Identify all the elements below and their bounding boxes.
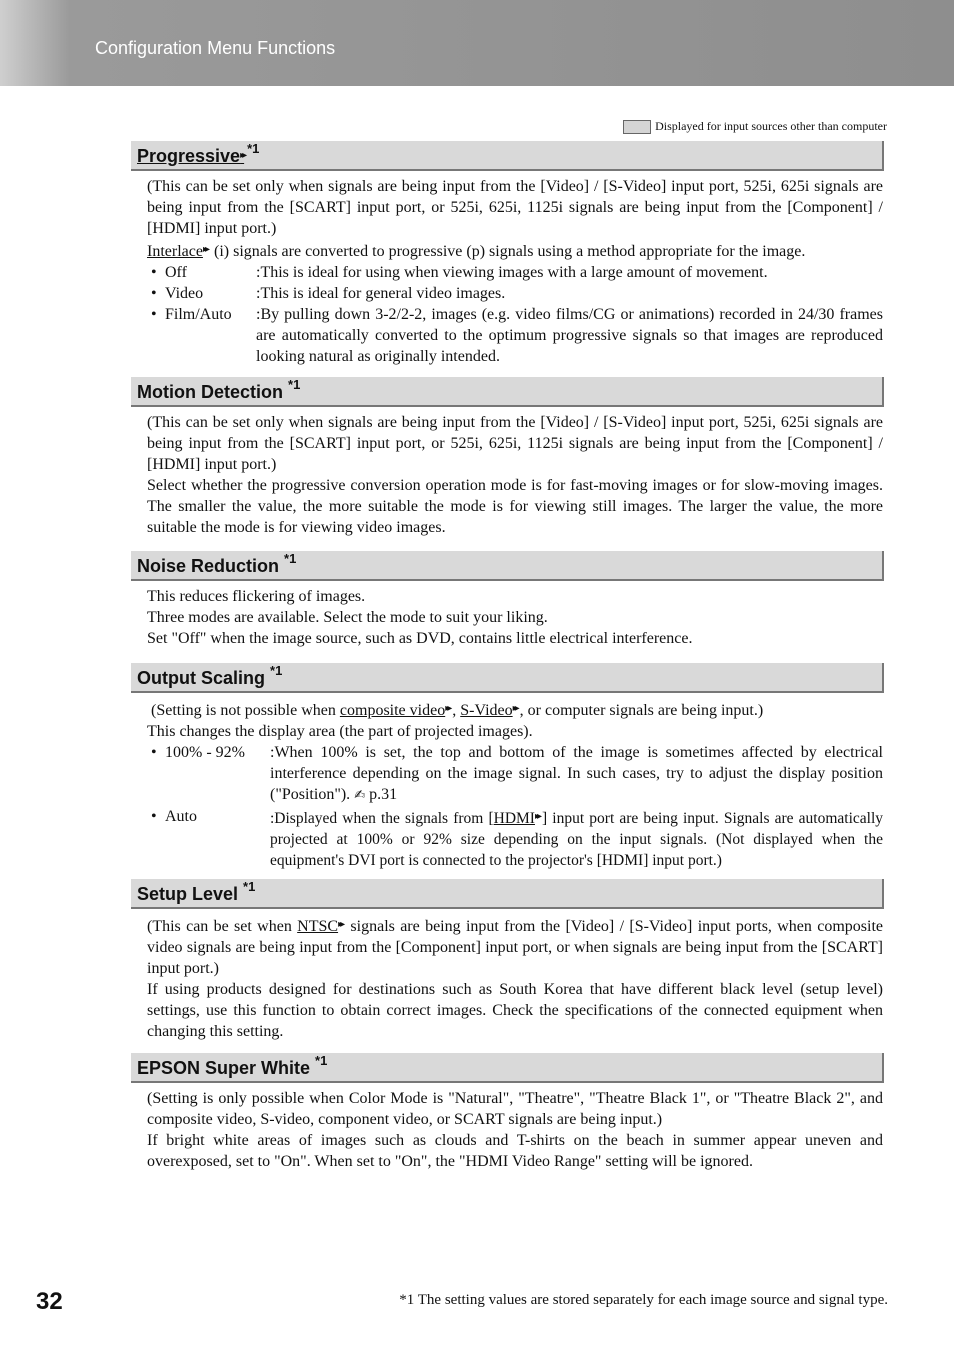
- body-text: This reduces flickering of images.: [147, 588, 366, 605]
- bullet: •: [151, 285, 157, 302]
- section-bar-motion-detection: [131, 377, 884, 407]
- section-title-progressive: Progressive▸▸ $^{*1}$: [137, 141, 260, 166]
- legend: [623, 119, 887, 134]
- glossary-arrow-icon: ▸▸: [512, 703, 517, 714]
- intro-line: (Setting is not possible when composite video▸▸ , S-Video▸▸ , or computer signals are being input.): [151, 702, 764, 719]
- glossary-arrow-icon: ▸▸: [338, 919, 343, 930]
- footnote-mark: *1: [315, 1053, 328, 1068]
- legend-swatch: [623, 120, 651, 134]
- section-body-progressive: [147, 176, 883, 367]
- body-text: This changes the display area (the part of projected images).: [147, 723, 533, 740]
- bullet: •: [151, 264, 157, 281]
- intro-text: (This can be set only when signals are being input from the [Video] / [S-Video] input port, 525i, 625i signals are being input from the [SCART] input port, or 525i, 625i, 1125i signals are being input from the [Component] / [HDMI] input port.): [147, 414, 883, 473]
- section-body-motion-detection: [147, 412, 883, 538]
- composite-video-link[interactable]: composite video: [339, 702, 446, 719]
- section-title-noise-reduction: Noise Reduction $^{*1}$: [137, 551, 297, 576]
- option-item: • 100% - 92% :When 100% is set, the top and bottom of the image is sometimes affected by electrical interference depending on the image signal. In such cases, try to adjust the display position ("Position"). ✍ p.31: [147, 742, 883, 806]
- intro-text: (Setting is only possible when Color Mode is "Natural", "Theatre", "Theatre Black 1", or "Theatre Black 2", and composite video, S-video, component video, or SCART signals are being input.): [147, 1090, 883, 1128]
- footnote: *1 The setting values are stored separately for each image source and signal type.: [399, 1292, 888, 1308]
- footnote-mark: *1: [247, 141, 260, 156]
- section-body-setup-level: [147, 914, 883, 1042]
- section-bar-output-scaling: [131, 663, 884, 693]
- option-item: • Video :This is ideal for general video images.: [147, 283, 883, 304]
- intro-line: (This can be set when NTSC▸▸ signals are being input from the [Video] / [S-Video] input ports, when composite video signals are being input from the [Component] input port, or when signals are being input from the [SCART] input port.): [147, 918, 884, 977]
- page-reference-link[interactable]: p.31: [369, 786, 398, 803]
- section-bar-setup-level: [131, 879, 884, 909]
- reference-hand-icon: ✍: [354, 788, 366, 803]
- page-number: 32: [36, 1288, 63, 1315]
- ntsc-link[interactable]: NTSC: [297, 918, 339, 935]
- option-item: • Film/Auto :By pulling down 3-2/2-2, images (e.g. video films/CG or animations) recorded in 24/30 frames are automatically converted to the optimum progressive signals so that images are reproduced looking natural as originally intended.: [147, 304, 883, 367]
- section-body-epson-super-white: [147, 1088, 883, 1172]
- section-bar-progressive: [131, 141, 884, 171]
- page-header: [0, 0, 954, 86]
- footnote-mark: *1: [284, 551, 297, 566]
- interlace-link[interactable]: Interlace: [147, 243, 203, 260]
- bullet: •: [151, 808, 157, 825]
- footnote-mark: *1: [288, 377, 301, 392]
- footnote-mark: *1: [243, 879, 256, 894]
- bullet: •: [151, 306, 157, 323]
- glossary-arrow-icon: ▸▸: [445, 703, 450, 714]
- section-title-motion-detection: Motion Detection $^{*1}$: [137, 377, 301, 402]
- section-title-output-scaling: Output Scaling $^{*1}$: [137, 663, 283, 688]
- option-item: • Auto :Displayed when the signals from [HDMI▸▸ ] input port are being input. Signals are automatically projected at 100% or 92% size depending on the input signals. (Not displayed when the equipment's DVI port is connected to the projector's [HDMI] input port.): [147, 806, 883, 871]
- glossary-arrow-icon: ▸▸: [202, 244, 207, 255]
- option-item: • Off :This is ideal for using when viewing images with a large amount of movement.: [147, 262, 883, 283]
- bullet: •: [151, 744, 157, 761]
- interlace-line: Interlace▸▸ (i) signals are converted to progressive (p) signals using a method appropriate for the image.: [147, 243, 806, 260]
- body-text: Set "Off" when the image source, such as DVD, contains little electrical interference.: [147, 630, 693, 647]
- section-title-epson-super-white: EPSON Super White $^{*1}$: [137, 1053, 328, 1078]
- body-text: Select whether the progressive conversion operation mode is for fast-moving images or for slow-moving images. The smaller the value, the more suitable the mode is for viewing still images. The larger the value, the more suitable the mode is for viewing video images.: [147, 477, 883, 536]
- hdmi-link[interactable]: HDMI: [493, 810, 535, 827]
- header-title: Configuration Menu Functions: [95, 38, 336, 58]
- legend-text: Displayed for input sources other than computer: [655, 119, 887, 133]
- section-title-setup-level: Setup Level $^{*1}$: [137, 879, 256, 904]
- intro-text: (This can be set only when signals are being input from the [Video] / [S-Video] input port, 525i, 625i signals are being input from the [SCART] input port, or 525i, 625i, 1125i signals are being input from the [Component] / [HDMI] input port.): [147, 178, 883, 237]
- s-video-link[interactable]: S-Video: [460, 702, 513, 719]
- section-body-output-scaling: [147, 698, 883, 871]
- body-text: If using products designed for destinations such as South Korea that have different black level (setup level) settings, use this function to obtain correct images. Check the specifications of the connected equipment when changing this setting.: [147, 981, 883, 1040]
- body-text: Three modes are available. Select the mode to suit your liking.: [147, 609, 548, 626]
- section-bar-epson-super-white: [131, 1053, 884, 1083]
- glossary-arrow-icon: ▸▸: [240, 150, 245, 161]
- footnote-mark: *1: [270, 663, 283, 678]
- glossary-arrow-icon: ▸▸: [534, 811, 540, 822]
- body-text: If bright white areas of images such as clouds and T-shirts on the beach in summer appear uneven and overexposed, set to "On". When set to "On", the "HDMI Video Range" setting will be ignored.: [147, 1132, 883, 1170]
- section-body-noise-reduction: [147, 586, 883, 649]
- section-bar-noise-reduction: [131, 551, 884, 581]
